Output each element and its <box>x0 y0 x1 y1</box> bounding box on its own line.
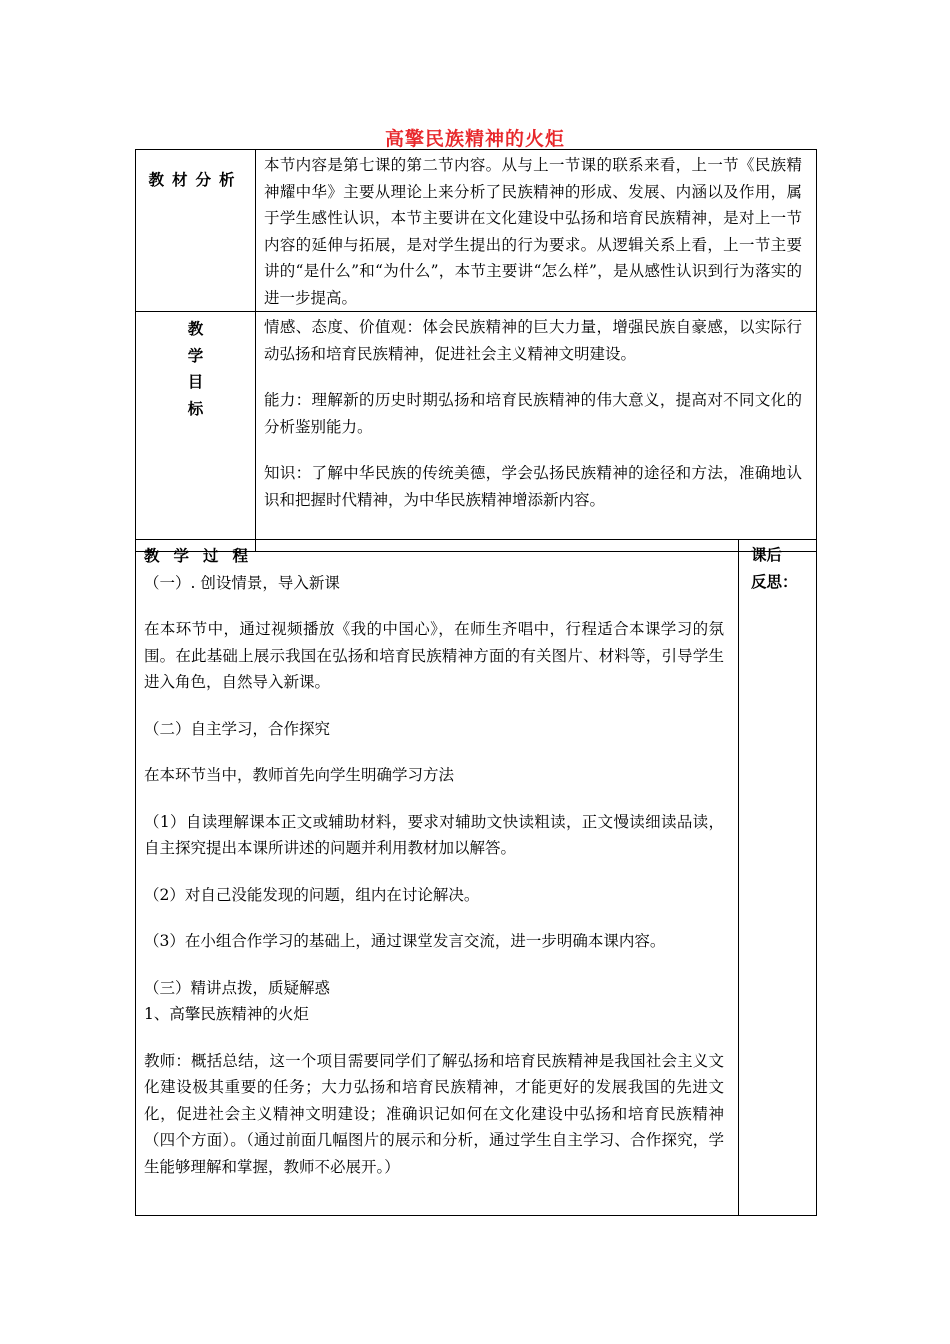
method-step-3: （3）在小组合作学习的基础上，通过课堂发言交流，进一步明确本课内容。 <box>144 932 666 950</box>
objectives-label-char: 学 <box>187 346 204 365</box>
process-content-cell <box>136 540 739 1216</box>
process-table <box>135 539 817 1216</box>
objective-knowledge: 知识：了解中华民族的传统美德，学会弘扬民族精神的途径和方法，准确地认识和把握时代精神，为中华民族精神增添新内容。 <box>264 464 802 509</box>
section2-title: （二）自主学习，合作探究 <box>144 719 331 738</box>
reflection-label-line2: 反思： <box>751 572 798 591</box>
process-content <box>136 540 738 1180</box>
analysis-label: 教材分析 <box>148 171 243 189</box>
section1-text: 在本环节中，通过视频播放《我的中国心》，在师生齐唱中，行程适合本课学习的氛围。在此基础上展示我国在弘扬和培育民族精神方面的有关图片、材料等，引导学生进入角色，自然导入新课。 <box>144 620 724 691</box>
reflection-label-line1: 课后 <box>751 546 783 564</box>
page-title: 高擎民族精神的火炬 <box>384 128 565 150</box>
objective-emotion: 情感、态度、价值观：体会民族精神的巨大力量，增强民族自豪感，以实际行动弘扬和培育民族精神，促进社会主义精神文明建设。 <box>264 318 802 363</box>
process-heading: 教学过程 <box>144 547 263 565</box>
section3-title: （三）精讲点拨，质疑解惑 <box>144 978 331 997</box>
analysis-content-cell <box>256 150 817 312</box>
section2-intro: 在本环节当中，教师首先向学生明确学习方法 <box>144 766 455 784</box>
method-step-2: （2）对自己没能发现的问题，组内在讨论解决。 <box>144 885 480 904</box>
analysis-row <box>136 150 817 312</box>
objectives-list <box>256 312 816 513</box>
method-step-1: （1）自读理解课本正文或辅助材料，要求对辅助文快读粗读，正文慢读细读品读，自主探究提出本课所讲述的问题并利用教材加以解答。 <box>144 812 724 857</box>
subsection-1-title: 1、高擎民族精神的火炬 <box>144 1005 309 1023</box>
objectives-label <box>136 312 255 422</box>
analysis-text: 本节内容是第七课的第二节内容。从与上一节课的联系来看，上一节《民族精神耀中华》主要从理论上来分析了民族精神的形成、发展、内涵以及作用，属于学生感性认识，本节主要讲在文化建设中弘扬和培育民族精神，是对上一节内容的延伸与拓展，是对学生提出的行为要求。从逻辑关系上看，上一节主要讲的“是什么”和“为什么”，本节主要讲“怎么样”，是从感性认识到行为落实的进一步提高。 <box>264 156 802 307</box>
objectives-content-cell <box>256 312 817 552</box>
objectives-label-cell <box>136 312 256 552</box>
teacher-summary-text: 教师：概括总结，这一个项目需要同学们了解弘扬和培育民族精神是我国社会主义文化建设极其重要的任务；大力弘扬和培育民族精神，才能更好的发展我国的先进文化，促进社会主义精神文明建设；准确识记如何在文化建设中弘扬和培育民族精神（四个方面）。（通过前面几幅图片的展示和分析，通过学生自主学习、合作探究，学生能够理解和掌握，教师不必展开。） <box>144 1051 724 1176</box>
objective-ability: 能力：理解新的历史时期弘扬和培育民族精神的伟大意义，提高对不同文化的分析鉴别能力。 <box>264 391 802 436</box>
section1-title: （一）. 创设情景，导入新课 <box>144 573 340 592</box>
objectives-row <box>136 312 817 552</box>
objectives-label-char: 教 <box>187 320 204 338</box>
process-row <box>136 540 817 1216</box>
objectives-label-char: 标 <box>187 399 204 418</box>
reflection-cell <box>739 540 817 1216</box>
analysis-label-cell <box>136 150 256 312</box>
reflection-label <box>739 540 816 595</box>
objectives-label-char: 目 <box>187 373 204 391</box>
lesson-info-table <box>135 149 817 552</box>
